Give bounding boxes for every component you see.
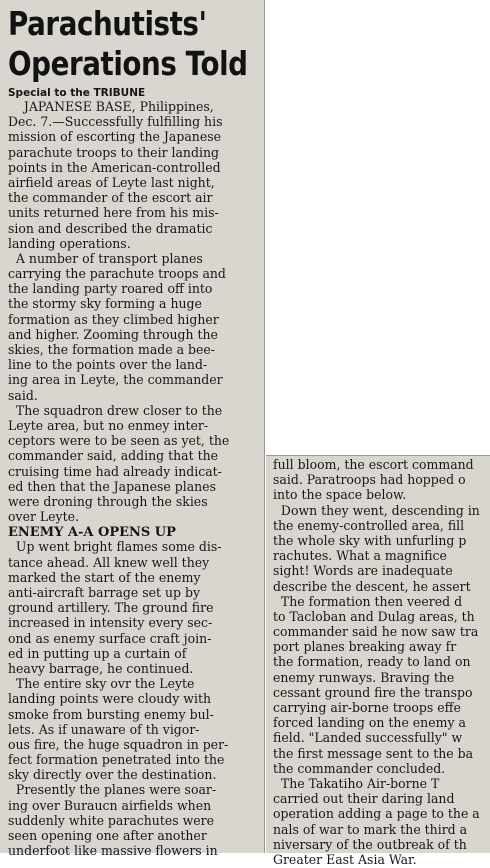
article-text-line: enemy runways. Braving the bbox=[273, 670, 455, 686]
article-text-line: landing points were cloudy with bbox=[8, 692, 212, 708]
article-text-line: ed then that the Japanese planes bbox=[8, 479, 216, 495]
headline bbox=[8, 4, 248, 84]
article-text-line: ceptors were to be seen as yet, the bbox=[8, 434, 230, 450]
article-text-line: field. "Landed successfully" w bbox=[273, 731, 463, 747]
newspaper-column-2 bbox=[266, 455, 490, 868]
article-text-line: mission of escorting the Japanese bbox=[8, 130, 221, 146]
article-text-line: marked the start of the enemy bbox=[8, 570, 201, 586]
article-text-line: ing area in Leyte, the commander bbox=[8, 373, 223, 389]
article-text-line: Leyte area, but no enmey inter- bbox=[8, 418, 209, 434]
article-text-line: ground artillery. The ground fire bbox=[8, 601, 214, 617]
article-text-line: ous fire, the huge squadron in per- bbox=[8, 737, 229, 753]
article-text-line: skies, the formation made a bee- bbox=[8, 343, 215, 358]
article-text-line: cessant ground fire the transpo bbox=[273, 685, 473, 701]
article-text-line: the first message sent to the ba bbox=[273, 746, 474, 762]
article-text-line: points in the American-controlled bbox=[8, 160, 221, 176]
article-text-line: anti-aircraft barrage set up by bbox=[8, 586, 201, 601]
article-text-line: Dec. 7.—Successfully fulfilling his bbox=[8, 115, 223, 131]
article-text-line: heavy barrage, he continued. bbox=[8, 661, 194, 677]
article-text-line: underfoot like massive flowers in bbox=[8, 844, 218, 860]
article-text-line: fect formation penetrated into the bbox=[8, 753, 225, 769]
article-text-line: sion and described the dramatic bbox=[8, 221, 213, 237]
article-text-line: forced landing on the enemy a bbox=[273, 716, 466, 732]
article-text-line: line to the points over the land- bbox=[8, 358, 208, 374]
headline-line-1: Parachutists' bbox=[8, 4, 207, 43]
article-text-line: units returned here from his mis- bbox=[8, 206, 219, 222]
article-text-line: Up went bright flames some dis- bbox=[8, 540, 222, 556]
article-text-line: The formation then veered d bbox=[273, 594, 463, 610]
article-text-line: into the space below. bbox=[273, 488, 407, 504]
headline-line-2: Operations Told bbox=[8, 44, 248, 83]
article-text-line: JAPANESE BASE, Philippines, bbox=[8, 100, 214, 115]
article-text-line: carrying the parachute troops and bbox=[8, 267, 226, 283]
article-text-line: ed in putting up a curtain of bbox=[8, 646, 187, 662]
article-text-line: cruising time had already indicat- bbox=[8, 464, 222, 480]
article-text-line: were droning through the skies bbox=[8, 494, 208, 510]
article-text-line: the enemy-controlled area, fill bbox=[273, 518, 465, 534]
article-text-line: landing operations. bbox=[8, 236, 131, 252]
article-text-line: The squadron drew closer to the bbox=[8, 403, 223, 419]
article-text-line: commander said, adding that the bbox=[8, 449, 219, 465]
article-text-line: said. Paratroops had hopped o bbox=[273, 473, 466, 489]
article-text-line: parachute troops to their landing bbox=[8, 145, 219, 161]
article-text-line: describe the descent, he assert bbox=[273, 579, 471, 595]
article-body-column-1 bbox=[8, 100, 239, 859]
article-text-line: commander said he now saw tra bbox=[273, 625, 479, 641]
article-text-line: formation as they climbed higher bbox=[8, 312, 219, 328]
article-text-line: over Leyte. bbox=[8, 510, 79, 526]
article-text-line: The Takatiho Air-borne T bbox=[273, 776, 440, 792]
article-text-line: the stormy sky forming a huge bbox=[8, 297, 202, 313]
article-text-line: increased in intensity every sec- bbox=[8, 616, 213, 632]
article-text-line: ing over Buraucn airfields when bbox=[8, 798, 212, 814]
article-text-line: the landing party roared off into bbox=[8, 282, 213, 298]
article-text-line: ond as enemy surface craft join- bbox=[8, 631, 212, 647]
article-text-line: smoke from bursting enemy bul- bbox=[8, 707, 214, 723]
article-text-line: niversary of the outbreak of th bbox=[273, 837, 467, 853]
article-text-line: carried out their daring land bbox=[273, 792, 455, 808]
article-text-line: The entire sky ovr the Leyte bbox=[8, 677, 195, 693]
article-text-line: sky directly over the destination. bbox=[8, 768, 217, 784]
article-text-line: the whole sky with unfurling p bbox=[273, 533, 467, 549]
article-text-line: tance ahead. All knew well they bbox=[8, 555, 210, 571]
article-text-line: Presently the planes were soar- bbox=[8, 783, 217, 799]
article-text-line: airfield areas of Leyte last night, bbox=[8, 175, 215, 191]
byline-credit: Special to the TRIBUNE bbox=[8, 87, 146, 99]
article-text-line: sight! Words are inadequate bbox=[273, 564, 453, 580]
article-text-line: to Tacloban and Dulag areas, th bbox=[273, 609, 475, 625]
article-text-line: seen opening one after another bbox=[8, 829, 207, 844]
article-text-line: full bloom, the escort command bbox=[273, 458, 474, 473]
article-text-line: the formation, ready to land on bbox=[273, 655, 471, 671]
article-text-line: said. bbox=[8, 388, 38, 404]
article-text-line: Greater East Asia War. bbox=[273, 852, 417, 868]
subheading: ENEMY A-A OPENS UP bbox=[8, 525, 176, 541]
article-text-line: the commander of the escort air bbox=[8, 191, 213, 207]
article-text-line: port planes breaking away fr bbox=[273, 640, 457, 656]
article-text-line: rachutes. What a magnifice bbox=[273, 549, 447, 565]
article-text-line: carrying air-borne troops effe bbox=[273, 701, 461, 716]
article-text-line: lets. As if unaware of th vigor- bbox=[8, 722, 200, 738]
article-text-line: and higher. Zooming through the bbox=[8, 327, 218, 343]
article-text-line: suddenly white parachutes were bbox=[8, 813, 215, 829]
article-text-line: nals of war to mark the third a bbox=[273, 822, 468, 838]
article-body-column-2 bbox=[273, 458, 488, 868]
article-text-line: operation adding a page to the a bbox=[273, 807, 480, 823]
article-text-line: A number of transport planes bbox=[8, 251, 203, 267]
article-text-line: the commander concluded. bbox=[273, 761, 446, 777]
article-text-line: Down they went, descending in bbox=[273, 503, 480, 519]
